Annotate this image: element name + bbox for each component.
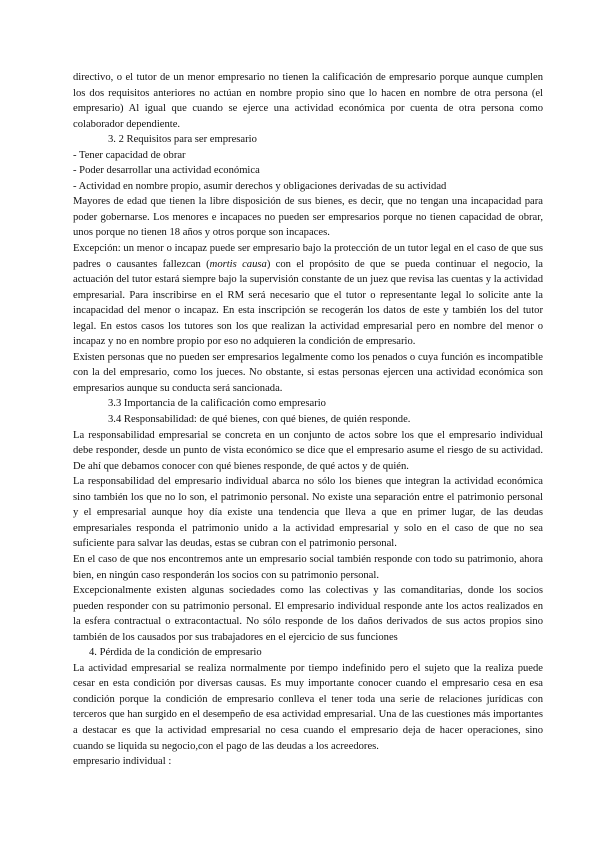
excepcion-text-end: ) con el propósito de que se pueda continuar el negocio, la actuación del tutor estará siempre bajo la supervisión constante de un juez que revisa las cuentas y la actividad empresarial. Para inscribirse en el RM será necesario que el tutor o representante legal lo solicite ante la incapacidad del menor o incapaz. En esta inscripción se recogerán los datos de este y también los del tutor legal. En estos casos los tutores son los que realizan la actividad empresarial pero en nombre del menor o incapaz y no en nombre propio por eso no adquieren la condición de empresario.: [73, 258, 543, 348]
heading-3-4-responsabilidad: 3.4 Responsabilidad: de qué bienes, con qué bienes, de quién responde.: [108, 414, 411, 426]
paragraph-responsabilidad-individual: La responsabilidad del empresario individual abarca no sólo los bienes que integran la actividad económica sino también los que no lo son, el patrimonio personal. No existe una separación entre el patrimonio personal y el empresarial aunque hoy día existe una tendencia que lleva a que en primer lugar, de las deudas empresariales responda el patrimonio unido a la actividad empresarial y solo en el caso de que no sea suficiente para salvar las deudas, estas se cubran con el patrimonio personal.: [73, 476, 543, 550]
list-item-capacidad: - Tener capacidad de obrar: [73, 149, 186, 161]
paragraph-empresario-social: En el caso de que nos encontremos ante un empresario social también responde con todo su patrimonio, ahora bien, en ningún caso responderán los socios con su patrimonio personal.: [73, 553, 543, 581]
excepcion-mortis-causa: mortis causa: [209, 258, 267, 270]
list-item-nombre-propio: - Actividad en nombre propio, asumir derechos y obligaciones derivadas de su actividad: [73, 180, 447, 192]
paragraph-excepcionalmente: Excepcionalmente existen algunas sociedades como las colectivas y las comanditarias, donde los socios pueden responder con su patrimonio personal. El empresario individual responde ante los actos realizados en la esfera contractual o extracontactual. No sólo responde de los daños derivados de sus actos propios sino también de los causados por sus trabajadores en el ejercicio de sus funciones: [73, 585, 543, 643]
list-item-actividad-economica: - Poder desarrollar una actividad económica: [73, 165, 260, 177]
document-body: [73, 70, 543, 770]
heading-3-3-importancia: 3.3 Importancia de la calificación como empresario: [108, 398, 326, 410]
heading-4-perdida: 4. Pérdida de la condición de empresario: [89, 647, 262, 659]
paragraph-responsabilidad-empresarial: La responsabilidad empresarial se concreta en un conjunto de actos sobre los que el empresario individual debe responder, desde un punto de vista económico se dice que el empresario asume el riesgo de su actividad. De ahí que debamos conocer con qué bienes responde, de qué actos y de quién.: [73, 429, 543, 472]
paragraph-personas-no-empresarios: Existen personas que no pueden ser empresarios legalmente como los penados o cuya función es incompatible con la del empresario, como los jueces. No obstante, si estas personas ejercen una actividad económica son empresarios aunque su conducta será sancionada.: [73, 351, 543, 394]
paragraph-directivo: directivo, o el tutor de un menor empresario no tienen la calificación de empresario porque aunque cumplen los dos requisitos anteriores no actúan en nombre propio sino que lo hacen en nombre de otra persona (el empresario) Al igual que cuando se ejerce una actividad económica por cuenta de otra persona como colaborador dependiente.: [73, 72, 543, 130]
paragraph-actividad-empresarial: La actividad empresarial se realiza normalmente por tiempo indefinido pero el sujeto que la realiza puede cesar en esta condición por diversas causas. Es muy importante conocer cuando el empresario cesa en esa condición porque la condición de empresario conlleva el tener toda una serie de relaciones jurídicas con terceros que han surgido en el desempeño de esa actividad empresarial. Una de las cuestiones más importantes a destacar es que la actividad empresarial no cesa cuando el empresario deja de hacer operaciones, sino cuando se liquida su negocio,con el pago de las deudas a los acreedores.: [73, 662, 543, 752]
excepcion-text-start: Excepción: un menor o incapaz puede ser empresario bajo la protección de un tutor legal en el caso de que sus padres o causantes fallezcan (: [73, 243, 543, 270]
paragraph-empresario-individual: empresario individual :: [73, 756, 172, 768]
paragraph-mayores-de-edad: Mayores de edad que tienen la libre disposición de sus bienes, es decir, que no tengan una incapacidad para poder gobernarse. Los menores e incapaces no pueden ser empresarios porque no tienen capacidad de obrar, unos porque no tienen 18 años y otros porque son incapaces.: [73, 196, 543, 239]
heading-3-2-requisitos: 3. 2 Requisitos para ser empresario: [108, 134, 257, 146]
paragraph-excepcion: [73, 241, 543, 350]
